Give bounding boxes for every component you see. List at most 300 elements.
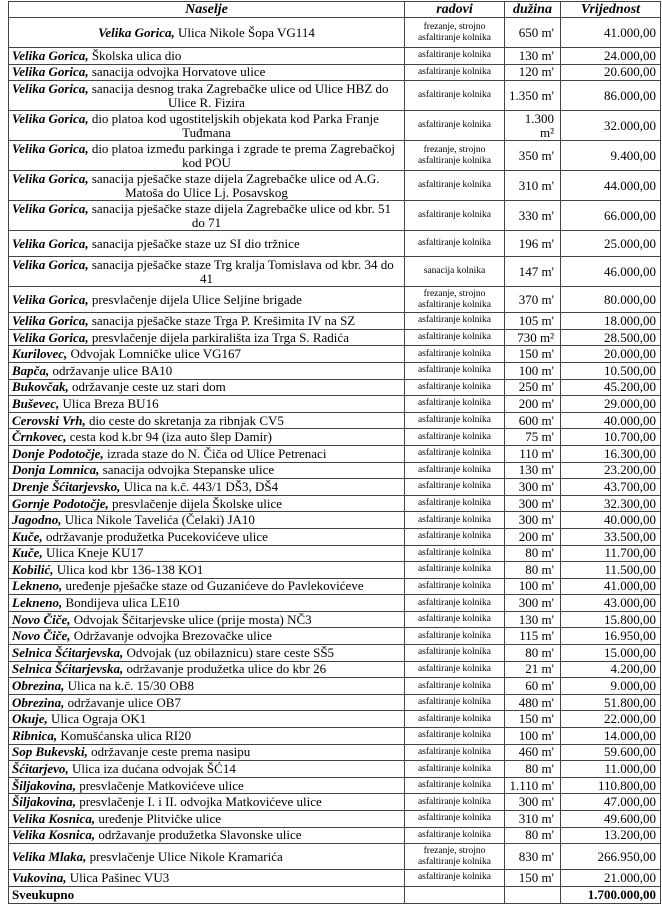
- duzina-cell: 80 m': [505, 562, 561, 579]
- place-description: održavanje produžetka ulice do kbr 26: [126, 661, 327, 677]
- vrijednost-cell: 15.800,00: [561, 611, 661, 628]
- place-description: sanacija desnog traka Zagrebačke ulice od Ulice HBZ do Ulice R. Fizira: [91, 80, 389, 110]
- place-description: sanacija pješačke staze Trga P. Krešimita IV na SZ: [91, 312, 356, 328]
- place-comma: ,: [96, 462, 100, 478]
- place-description: presvlačenje Matkovićeve ulice: [79, 777, 244, 793]
- vrijednost-cell: 9.000,00: [561, 678, 661, 695]
- vrijednost-cell: 24.000,00: [561, 48, 661, 65]
- table-row: [9, 694, 661, 711]
- radovi-cell: asfaltiranje kolnika: [405, 396, 505, 413]
- place-comma: ,: [85, 110, 89, 126]
- place-comma: ,: [85, 312, 89, 328]
- naselje-cell: [9, 462, 405, 479]
- place-name: Ribnica: [12, 727, 54, 743]
- place-comma: ,: [85, 47, 89, 63]
- radovi-cell: asfaltiranje kolnika: [405, 346, 505, 363]
- duzina-cell: 75 m': [505, 429, 561, 446]
- place-description: Ulica Nikole Tavelića (Čelaki) JA10: [64, 512, 255, 528]
- place-name: Velika Gorica: [12, 140, 86, 156]
- table-row: [9, 313, 661, 330]
- vrijednost-cell: 16.300,00: [561, 445, 661, 462]
- naselje-cell: [9, 346, 405, 363]
- vrijednost-cell: 18.000,00: [561, 313, 661, 330]
- duzina-cell: 330 m': [505, 201, 561, 231]
- place-description: izrada staze do N. Čiča od Ulice Petrenaci: [106, 445, 327, 461]
- header-naselje: Naselje: [9, 2, 405, 18]
- total-empty-duzina: [505, 886, 561, 903]
- radovi-cell: asfaltiranje kolnika: [405, 870, 505, 887]
- place-description: održavanje ulice OB7: [67, 694, 181, 710]
- vrijednost-cell: 33.500,00: [561, 528, 661, 545]
- naselje-cell: [9, 111, 405, 141]
- radovi-cell: asfaltiranje kolnika: [405, 495, 505, 512]
- place-description: Bondijeva ulica LE10: [65, 595, 180, 611]
- place-name: Velika Gorica: [12, 170, 86, 186]
- table-row: [9, 645, 661, 662]
- duzina-cell: 830 m': [505, 844, 561, 870]
- place-name: Lekneno: [12, 578, 59, 594]
- place-comma: ,: [39, 545, 43, 561]
- radovi-cell: frezanje, strojno asfaltiranje kolnika: [405, 18, 505, 48]
- place-description: dio platoa između parkinga i zgrade te prema Zagrebačkoj kod POU: [91, 140, 396, 170]
- naselje-cell: [9, 412, 405, 429]
- place-name: Cerovski Vrh: [12, 412, 83, 428]
- place-name: Velika Gorica: [12, 64, 86, 80]
- vrijednost-cell: 10.500,00: [561, 362, 661, 379]
- duzina-cell: 80 m': [505, 545, 561, 562]
- radovi-cell: asfaltiranje kolnika: [405, 362, 505, 379]
- naselje-cell: [9, 528, 405, 545]
- place-description: uređenje Plitvičke ulice: [98, 810, 222, 826]
- naselje-cell: [9, 141, 405, 171]
- duzina-cell: 370 m': [505, 287, 561, 313]
- place-name: Kurilovec: [12, 346, 64, 362]
- vrijednost-cell: 14.000,00: [561, 728, 661, 745]
- duzina-cell: 120 m': [505, 64, 561, 81]
- radovi-cell: frezanje, strojno asfaltiranje kolnika: [405, 844, 505, 870]
- vrijednost-cell: 11.500,00: [561, 562, 661, 579]
- duzina-cell: 100 m': [505, 728, 561, 745]
- duzina-cell: 115 m': [505, 628, 561, 645]
- place-name: Velika Mlaka: [12, 848, 84, 864]
- place-name: Šiljakovina: [12, 794, 73, 810]
- naselje-cell: [9, 479, 405, 496]
- duzina-cell: 110 m': [505, 445, 561, 462]
- table-row: [9, 628, 661, 645]
- vrijednost-cell: 32.300,00: [561, 495, 661, 512]
- naselje-cell: [9, 545, 405, 562]
- place-comma: ,: [91, 810, 96, 826]
- place-name: Velika Gorica: [12, 235, 86, 251]
- naselje-cell: [9, 362, 405, 379]
- naselje-cell: [9, 313, 405, 330]
- naselje-cell: [9, 512, 405, 529]
- duzina-cell: 100 m': [505, 578, 561, 595]
- place-comma: ,: [85, 329, 89, 345]
- radovi-cell: asfaltiranje kolnika: [405, 379, 505, 396]
- place-description: sanacija odvojka Horvatove ulice: [91, 64, 266, 80]
- table-row: [9, 412, 661, 429]
- place-comma: ,: [85, 235, 89, 251]
- place-name: Obrezina: [12, 694, 62, 710]
- place-name: Bukovčak: [12, 379, 66, 395]
- place-description: održavanje ulice BA10: [52, 362, 173, 378]
- place-name: Črnkovec: [12, 429, 64, 445]
- radovi-cell: asfaltiranje kolnika: [405, 744, 505, 761]
- naselje-cell: [9, 744, 405, 761]
- place-name: Bapča: [12, 362, 46, 378]
- table-row: [9, 111, 661, 141]
- place-description: Ulica kod kbr 136-138 KO1: [56, 561, 204, 577]
- duzina-cell: 480 m': [505, 694, 561, 711]
- vrijednost-cell: 13.200,00: [561, 827, 661, 844]
- vrijednost-cell: 44.000,00: [561, 171, 661, 201]
- place-name: Šiljakovina: [12, 777, 73, 793]
- table-row: [9, 64, 661, 81]
- naselje-cell: [9, 661, 405, 678]
- naselje-cell: [9, 694, 405, 711]
- radovi-cell: asfaltiranje kolnika: [405, 81, 505, 111]
- table-row: [9, 844, 661, 870]
- duzina-cell: 150 m': [505, 870, 561, 887]
- table-row: [9, 479, 661, 496]
- place-comma: ,: [72, 777, 76, 793]
- table-row: [9, 528, 661, 545]
- radovi-cell: asfaltiranje kolnika: [405, 479, 505, 496]
- header-row: [9, 2, 661, 18]
- place-description: Ulica Nikole Šopa VG114: [177, 24, 315, 40]
- table-row: [9, 744, 661, 761]
- place-name: Velika Gorica: [12, 329, 86, 345]
- radovi-cell: asfaltiranje kolnika: [405, 794, 505, 811]
- table-row: [9, 462, 661, 479]
- naselje-cell: [9, 445, 405, 462]
- duzina-cell: 460 m': [505, 744, 561, 761]
- naselje-cell: [9, 844, 405, 870]
- place-comma: ,: [64, 346, 68, 362]
- radovi-cell: asfaltiranje kolnika: [405, 694, 505, 711]
- place-comma: ,: [100, 445, 104, 461]
- radovi-cell: asfaltiranje kolnika: [405, 231, 505, 257]
- vrijednost-cell: 25.000,00: [561, 231, 661, 257]
- radovi-cell: asfaltiranje kolnika: [405, 512, 505, 529]
- place-name: Selnica Šćitarjevska: [12, 661, 120, 677]
- radovi-cell: asfaltiranje kolnika: [405, 562, 505, 579]
- place-comma: ,: [63, 869, 67, 885]
- place-description: presvlačenje dijela Ulice Seljine brigade: [91, 291, 302, 307]
- place-comma: ,: [85, 170, 89, 186]
- duzina-cell: 650 m': [505, 18, 561, 48]
- place-comma: ,: [105, 495, 109, 511]
- duzina-cell: 100 m': [505, 362, 561, 379]
- place-name: Velika Kosnica: [12, 810, 92, 826]
- vrijednost-cell: 4.200,00: [561, 661, 661, 678]
- table-row: [9, 379, 661, 396]
- place-comma: ,: [85, 140, 89, 156]
- duzina-cell: 310 m': [505, 171, 561, 201]
- place-description: sanacija pješačke staze Trg kralja Tomislava od kbr. 34 do 41: [91, 256, 394, 286]
- total-empty-radovi: [405, 886, 505, 903]
- naselje-cell: [9, 628, 405, 645]
- naselje-cell: [9, 81, 405, 111]
- naselje-cell: [9, 495, 405, 512]
- radovi-cell: asfaltiranje kolnika: [405, 462, 505, 479]
- vrijednost-cell: 16.950,00: [561, 628, 661, 645]
- table-row: [9, 545, 661, 562]
- place-name: Šćitarjevo: [12, 761, 66, 777]
- place-description: cesta kod k.br 94 (iza auto šlep Damir): [69, 429, 272, 445]
- vrijednost-cell: 23.200,00: [561, 462, 661, 479]
- place-comma: ,: [72, 794, 76, 810]
- naselje-cell: [9, 329, 405, 346]
- place-comma: ,: [85, 200, 89, 216]
- place-comma: ,: [82, 412, 86, 428]
- duzina-cell: 250 m': [505, 379, 561, 396]
- vrijednost-cell: 20.600,00: [561, 64, 661, 81]
- radovi-cell: asfaltiranje kolnika: [405, 412, 505, 429]
- naselje-cell: [9, 611, 405, 628]
- table-row: [9, 18, 661, 48]
- table-row: [9, 794, 661, 811]
- place-comma: ,: [67, 611, 71, 627]
- vrijednost-cell: 29.000,00: [561, 396, 661, 413]
- place-description: Ulica Kneje KU17: [45, 545, 144, 561]
- place-description: sanacija pješačke staze dijela Zagrebačke ulice od A.G. Matoša do Ulice Lj. Posavskog: [91, 170, 380, 200]
- vrijednost-cell: 10.700,00: [561, 429, 661, 446]
- duzina-cell: 60 m': [505, 678, 561, 695]
- place-description: održavanje ceste uz stari dom: [71, 379, 226, 395]
- place-description: sanacija pješačke staze uz SI dio tržnice: [91, 235, 300, 251]
- radovi-cell: asfaltiranje kolnika: [405, 678, 505, 695]
- vrijednost-cell: 9.400,00: [561, 141, 661, 171]
- radovi-cell: asfaltiranje kolnika: [405, 111, 505, 141]
- place-description: sanacija pješačke staze dijela Zagrebačke ulice od kbr. 51 do 71: [91, 200, 392, 230]
- place-name: Velika Gorica: [12, 110, 86, 126]
- vrijednost-cell: 41.000,00: [561, 578, 661, 595]
- radovi-cell: asfaltiranje kolnika: [405, 528, 505, 545]
- duzina-cell: 130 m': [505, 611, 561, 628]
- place-description: presvlačenje Ulice Nikole Kramarića: [89, 848, 283, 864]
- table-row: [9, 141, 661, 171]
- place-comma: ,: [119, 644, 124, 660]
- place-name: Drenje Šćitarjevsko: [12, 478, 118, 494]
- table-row: [9, 761, 661, 778]
- place-name: Velika Gorica: [12, 47, 86, 63]
- naselje-cell: [9, 287, 405, 313]
- place-comma: ,: [45, 362, 50, 378]
- place-name: Novo Čiče: [12, 628, 68, 644]
- table-row: [9, 445, 661, 462]
- radovi-cell: asfaltiranje kolnika: [405, 429, 505, 446]
- place-comma: ,: [67, 628, 71, 644]
- radovi-cell: asfaltiranje kolnika: [405, 761, 505, 778]
- place-name: Velika Gorica: [12, 80, 86, 96]
- place-comma: ,: [65, 379, 69, 395]
- place-name: Gornje Podotočje: [12, 495, 106, 511]
- naselje-cell: [9, 48, 405, 65]
- vrijednost-cell: 11.700,00: [561, 545, 661, 562]
- duzina-cell: 147 m': [505, 257, 561, 287]
- place-comma: ,: [85, 291, 89, 307]
- radovi-cell: asfaltiranje kolnika: [405, 171, 505, 201]
- naselje-cell: [9, 595, 405, 612]
- place-description: Ulica Pašinec VU3: [69, 869, 170, 885]
- radovi-cell: asfaltiranje kolnika: [405, 445, 505, 462]
- place-description: održavanje ceste prema nasipu: [91, 744, 251, 760]
- place-comma: ,: [50, 561, 54, 577]
- duzina-cell: 600 m': [505, 412, 561, 429]
- duzina-cell: 200 m': [505, 396, 561, 413]
- vrijednost-cell: 47.000,00: [561, 794, 661, 811]
- radovi-cell: asfaltiranje kolnika: [405, 595, 505, 612]
- place-name: Novo Čiče: [12, 611, 68, 627]
- vrijednost-cell: 51.800,00: [561, 694, 661, 711]
- place-description: održavanje produžetka Slavonske ulice: [98, 827, 302, 843]
- naselje-cell: [9, 231, 405, 257]
- vrijednost-cell: 86.000,00: [561, 81, 661, 111]
- table-row: [9, 81, 661, 111]
- duzina-cell: 105 m': [505, 313, 561, 330]
- place-description: Odvojak (uz obilaznicu) stare ceste SŠ5: [126, 644, 335, 660]
- naselje-cell: [9, 201, 405, 231]
- table-row: [9, 231, 661, 257]
- place-name: Okuje: [12, 711, 45, 727]
- duzina-cell: 350 m': [505, 141, 561, 171]
- place-name: Velika Gorica: [12, 312, 86, 328]
- vrijednost-cell: 266.950,00: [561, 844, 661, 870]
- vrijednost-cell: 110.800,00: [561, 777, 661, 794]
- table-row: [9, 257, 661, 287]
- vrijednost-cell: 22.000,00: [561, 711, 661, 728]
- radovi-cell: asfaltiranje kolnika: [405, 545, 505, 562]
- naselje-cell: [9, 827, 405, 844]
- radovi-cell: sanacija kolnika: [405, 257, 505, 287]
- radovi-cell: asfaltiranje kolnika: [405, 313, 505, 330]
- duzina-cell: 300 m': [505, 595, 561, 612]
- duzina-cell: 730 m²: [505, 329, 561, 346]
- naselje-cell: [9, 761, 405, 778]
- naselje-cell: [9, 562, 405, 579]
- naselje-cell: [9, 678, 405, 695]
- place-description: Školska ulica dio: [91, 47, 182, 63]
- place-description: uređenje pješačke staze od Guzanićeve do Pavlekovićeve: [65, 578, 364, 594]
- place-comma: ,: [117, 478, 121, 494]
- vrijednost-cell: 66.000,00: [561, 201, 661, 231]
- table-row: [9, 329, 661, 346]
- header-duzina: dužina: [505, 2, 561, 18]
- place-comma: ,: [91, 827, 96, 843]
- place-name: Kuče: [12, 545, 40, 561]
- radovi-cell: frezanje, strojno asfaltiranje kolnika: [405, 287, 505, 313]
- radovi-cell: asfaltiranje kolnika: [405, 329, 505, 346]
- radovi-cell: asfaltiranje kolnika: [405, 811, 505, 828]
- table-row: [9, 728, 661, 745]
- place-comma: ,: [85, 256, 89, 272]
- place-description: Ulica na k.č. 443/1 DŠ3, DŠ4: [123, 478, 279, 494]
- place-name: Obrezina: [12, 678, 62, 694]
- place-comma: ,: [83, 848, 87, 864]
- place-description: Ulica Ograja OK1: [51, 711, 147, 727]
- vrijednost-cell: 40.000,00: [561, 512, 661, 529]
- duzina-cell: 80 m': [505, 827, 561, 844]
- works-table: [8, 1, 661, 904]
- naselje-cell: [9, 578, 405, 595]
- place-description: presvlačenje dijela Školske ulice: [112, 495, 283, 511]
- place-name: Velika Gorica: [12, 291, 86, 307]
- vrijednost-cell: 49.600,00: [561, 811, 661, 828]
- place-name: Selnica Šćitarjevska: [12, 644, 120, 660]
- place-description: Ulica iza dućana odvojak ŠĆ14: [71, 761, 236, 777]
- place-comma: ,: [85, 80, 89, 96]
- radovi-cell: asfaltiranje kolnika: [405, 827, 505, 844]
- radovi-cell: asfaltiranje kolnika: [405, 777, 505, 794]
- duzina-cell: 21 m': [505, 661, 561, 678]
- place-name: Sop Bukevski: [12, 744, 85, 760]
- place-description: sanacija odvojka Stepanske ulice: [102, 462, 275, 478]
- table-row: [9, 827, 661, 844]
- radovi-cell: asfaltiranje kolnika: [405, 661, 505, 678]
- table-row: [9, 711, 661, 728]
- naselje-cell: [9, 429, 405, 446]
- table-row: [9, 777, 661, 794]
- place-description: Ulica na k.č. 15/30 OB8: [67, 678, 194, 694]
- duzina-cell: 1.350 m': [505, 81, 561, 111]
- radovi-cell: frezanje, strojno asfaltiranje kolnika: [405, 141, 505, 171]
- place-comma: ,: [65, 761, 69, 777]
- vrijednost-cell: 59.600,00: [561, 744, 661, 761]
- place-comma: ,: [84, 744, 88, 760]
- place-comma: ,: [171, 24, 175, 40]
- vrijednost-cell: 80.000,00: [561, 287, 661, 313]
- table-row: [9, 346, 661, 363]
- place-name: Donje Podotočje: [12, 445, 101, 461]
- radovi-cell: asfaltiranje kolnika: [405, 628, 505, 645]
- duzina-cell: 300 m': [505, 512, 561, 529]
- vrijednost-cell: 43.700,00: [561, 479, 661, 496]
- table-row: [9, 811, 661, 828]
- naselje-cell: [9, 379, 405, 396]
- table-row: [9, 48, 661, 65]
- radovi-cell: asfaltiranje kolnika: [405, 201, 505, 231]
- table-row: [9, 578, 661, 595]
- radovi-cell: asfaltiranje kolnika: [405, 578, 505, 595]
- table-row: [9, 171, 661, 201]
- place-name: Velika Gorica: [12, 256, 86, 272]
- place-description: Odvojak Lomničke ulice VG167: [70, 346, 242, 362]
- vrijednost-cell: 20.000,00: [561, 346, 661, 363]
- place-description: održavanje produžetka Pucekovićeve ulice: [45, 528, 268, 544]
- duzina-cell: 1.300 m²: [505, 111, 561, 141]
- naselje-cell: [9, 18, 405, 48]
- naselje-cell: [9, 728, 405, 745]
- place-name: Lekneno: [12, 595, 59, 611]
- place-description: Odvojak Ščitarjevske ulice (prije mosta) NČ3: [73, 611, 312, 627]
- place-name: Vukovina: [12, 869, 64, 885]
- table-row: [9, 495, 661, 512]
- table-row: [9, 870, 661, 887]
- duzina-cell: 300 m': [505, 794, 561, 811]
- place-description: presvlačenje I. i II. odvojka Matkovićeve ulice: [79, 794, 322, 810]
- radovi-cell: asfaltiranje kolnika: [405, 611, 505, 628]
- table-row: [9, 201, 661, 231]
- vrijednost-cell: 46.000,00: [561, 257, 661, 287]
- place-comma: ,: [58, 595, 63, 611]
- table-row: [9, 287, 661, 313]
- vrijednost-cell: 43.000,00: [561, 595, 661, 612]
- place-name: Donja Lomnica: [12, 462, 97, 478]
- vrijednost-cell: 11.000,00: [561, 761, 661, 778]
- naselje-cell: [9, 794, 405, 811]
